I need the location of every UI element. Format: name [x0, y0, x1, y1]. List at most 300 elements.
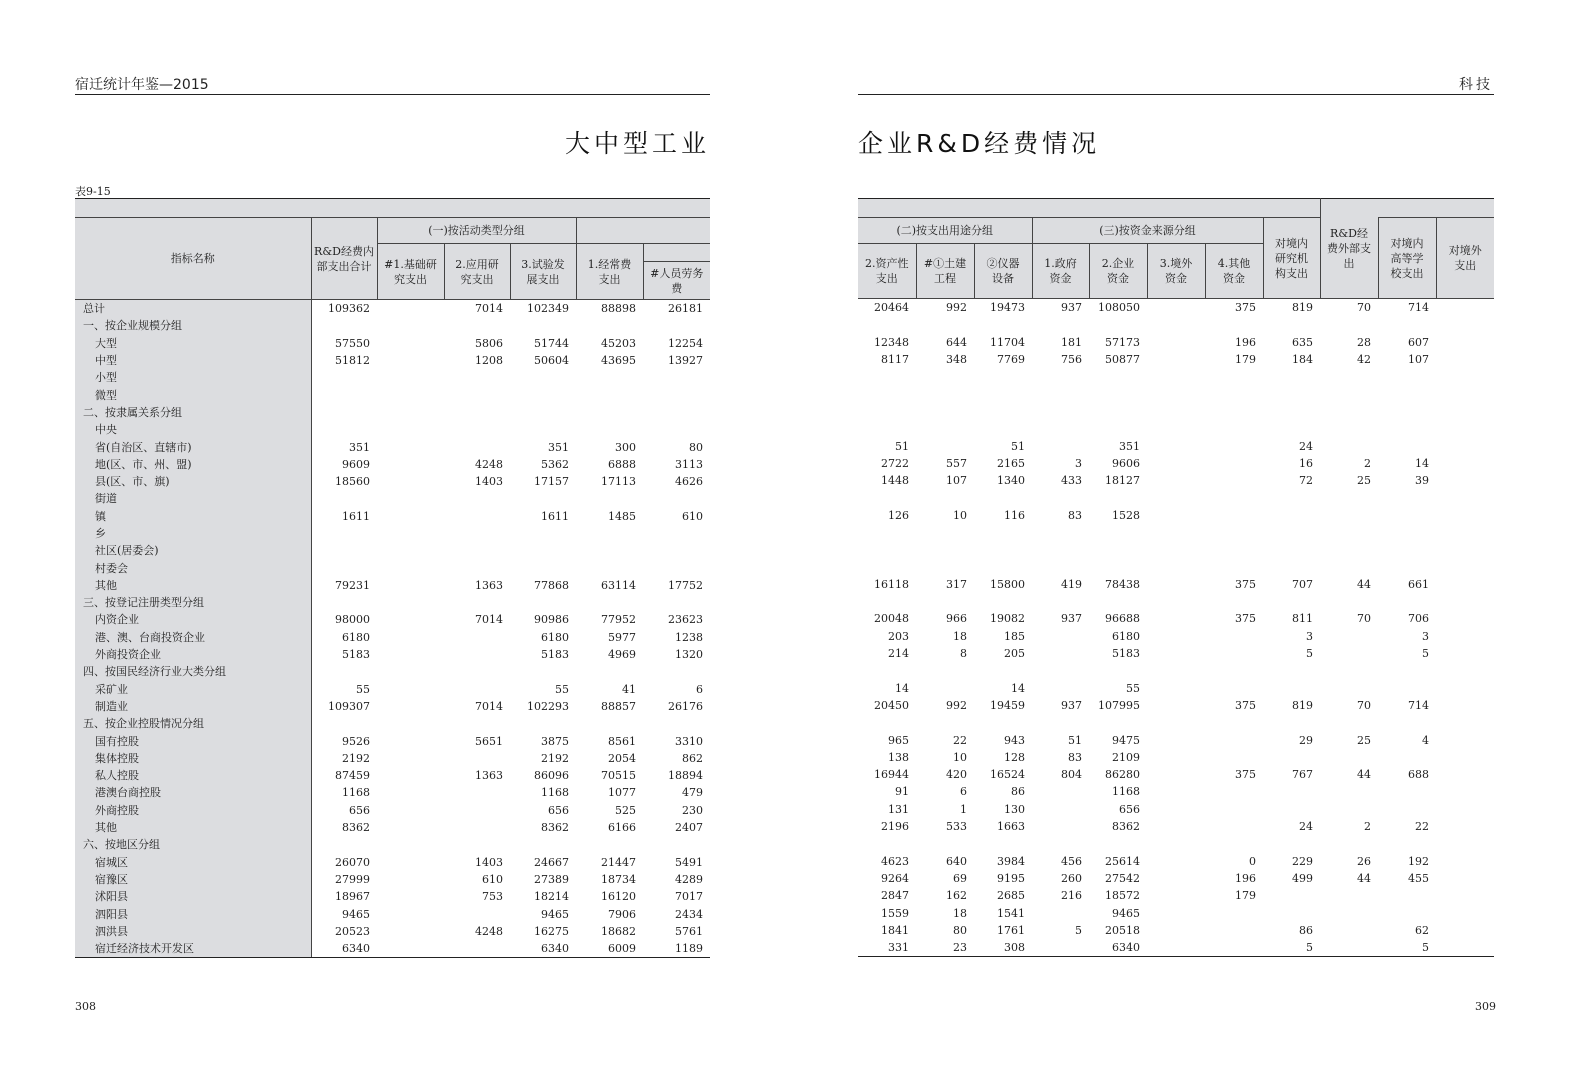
table-row [75, 732, 710, 749]
value-cell [444, 404, 510, 421]
table-row [75, 438, 710, 455]
value-cell [1032, 541, 1089, 558]
row-label: 其他 [75, 819, 311, 836]
col-capital: 2.资产性支出 [858, 244, 916, 299]
table-row [75, 335, 710, 352]
value-cell [377, 438, 444, 455]
value-cell [1436, 680, 1494, 697]
value-cell: 14 [895, 681, 909, 695]
value-cell: 6 [696, 682, 703, 696]
value-cell [377, 525, 444, 542]
value-cell: 16 [1299, 456, 1313, 470]
value-cell [1147, 749, 1205, 766]
value-cell [1436, 455, 1494, 472]
value-cell: 102293 [527, 699, 569, 713]
table-row [858, 870, 1494, 887]
value-cell: 17157 [534, 475, 569, 489]
value-cell: 50877 [1105, 353, 1140, 367]
table-row [75, 594, 710, 611]
table-row [75, 802, 710, 819]
value-cell: 714 [1408, 698, 1429, 712]
row-label: 其他 [75, 577, 311, 594]
value-cell [576, 317, 643, 334]
value-cell: 86 [1299, 923, 1313, 937]
table-number: 表9-15 [75, 185, 111, 198]
value-cell [1263, 558, 1320, 575]
value-cell [377, 663, 444, 680]
value-cell [1436, 870, 1494, 887]
value-cell [1436, 645, 1494, 662]
value-cell [974, 593, 1032, 610]
value-cell: 7014 [444, 300, 510, 318]
table-row [75, 905, 710, 922]
table-row [75, 854, 710, 871]
value-cell [1205, 420, 1263, 437]
table-row [858, 593, 1494, 610]
value-cell: 7769 [997, 353, 1025, 367]
left-page-number: 308 [75, 1000, 96, 1013]
value-cell: 1168 [342, 786, 370, 800]
value-cell: 17752 [668, 578, 703, 592]
value-cell [1436, 385, 1494, 402]
value-cell [1205, 645, 1263, 662]
value-cell [1147, 299, 1205, 317]
group-source: (三)按资金来源分组 [1032, 218, 1263, 244]
value-cell: 2685 [997, 889, 1025, 903]
value-cell [1205, 731, 1263, 748]
table-row [858, 558, 1494, 575]
value-cell [444, 317, 510, 334]
value-cell: 15800 [990, 577, 1025, 591]
value-cell: 479 [682, 786, 703, 800]
value-cell [311, 715, 377, 732]
value-cell [1147, 437, 1205, 454]
table-row [858, 645, 1494, 662]
value-cell: 533 [946, 820, 967, 834]
value-cell [858, 558, 916, 575]
col-construction: #①土建工程 [916, 244, 974, 299]
value-cell: 714 [1378, 299, 1436, 317]
value-cell [1263, 662, 1320, 679]
value-cell [1378, 783, 1436, 800]
value-cell [1089, 403, 1147, 420]
value-cell: 317 [946, 577, 967, 591]
value-cell [1205, 904, 1263, 921]
value-cell: 179 [1235, 353, 1256, 367]
value-cell: 260 [1061, 871, 1082, 885]
value-cell: 80 [953, 923, 967, 937]
value-cell [1263, 524, 1320, 541]
value-cell [576, 836, 643, 853]
value-cell: 19473 [974, 299, 1032, 317]
value-cell: 767 [1292, 768, 1313, 782]
row-label: 外商控股 [75, 802, 311, 819]
value-cell [1436, 489, 1494, 506]
table-row [75, 559, 710, 576]
value-cell: 4289 [675, 872, 703, 886]
value-cell: 17113 [601, 475, 636, 489]
value-cell [1320, 593, 1378, 610]
table-row [75, 577, 710, 594]
value-cell: 965 [888, 733, 909, 747]
value-cell [1378, 714, 1436, 731]
value-cell [1436, 922, 1494, 939]
table-row [858, 714, 1494, 731]
value-cell: 6 [960, 785, 967, 799]
value-cell [444, 386, 510, 403]
value-cell: 2192 [342, 751, 370, 765]
table-row [858, 939, 1494, 957]
value-cell [1320, 541, 1378, 558]
value-cell [916, 680, 974, 697]
value-cell [1147, 783, 1205, 800]
value-cell [1378, 680, 1436, 697]
value-cell: 3984 [997, 854, 1025, 868]
value-cell [1205, 801, 1263, 818]
table-row [858, 628, 1494, 645]
value-cell [1263, 420, 1320, 437]
value-cell: 375 [1235, 768, 1256, 782]
table-row [75, 681, 710, 698]
value-cell [1205, 437, 1263, 454]
value-cell: 107995 [1098, 698, 1140, 712]
value-cell [444, 525, 510, 542]
row-label: 中型 [75, 352, 311, 369]
value-cell [858, 524, 916, 541]
value-cell [444, 594, 510, 611]
value-cell: 196 [1235, 871, 1256, 885]
value-cell: 351 [548, 440, 569, 454]
value-cell [1378, 368, 1436, 385]
value-cell: 51812 [335, 354, 370, 368]
value-cell: 5183 [541, 648, 569, 662]
value-cell [377, 819, 444, 836]
value-cell: 1448 [881, 474, 909, 488]
value-cell: 1340 [997, 474, 1025, 488]
value-cell: 181 [1061, 335, 1082, 349]
value-cell [1147, 593, 1205, 610]
value-cell [444, 784, 510, 801]
value-cell [916, 714, 974, 731]
value-cell [377, 871, 444, 888]
value-cell [1436, 939, 1494, 957]
value-cell: 8362 [1112, 820, 1140, 834]
table-row [75, 490, 710, 507]
value-cell: 5183 [342, 648, 370, 662]
value-cell: 50604 [534, 354, 569, 368]
value-cell [1320, 801, 1378, 818]
value-cell [1263, 680, 1320, 697]
value-cell: 70515 [601, 769, 636, 783]
value-cell [1378, 749, 1436, 766]
value-cell: 23623 [668, 613, 703, 627]
value-cell: 375 [1235, 577, 1256, 591]
value-cell: 86280 [1105, 768, 1140, 782]
table-row [858, 403, 1494, 420]
value-cell: 44 [1357, 871, 1371, 885]
value-cell: 3 [1306, 629, 1313, 643]
value-cell: 98000 [335, 613, 370, 627]
value-cell [377, 767, 444, 784]
value-cell [444, 663, 510, 680]
value-cell [1436, 437, 1494, 454]
value-cell [1089, 420, 1147, 437]
value-cell: 9195 [997, 871, 1025, 885]
value-cell [576, 386, 643, 403]
value-cell [916, 316, 974, 333]
col-indicator: 指标名称 [75, 218, 311, 300]
value-cell [1032, 368, 1089, 385]
value-cell: 14 [1415, 456, 1429, 470]
value-cell [1436, 887, 1494, 904]
value-cell: 1528 [1112, 508, 1140, 522]
value-cell [1147, 818, 1205, 835]
value-cell: 18967 [335, 890, 370, 904]
value-cell [377, 335, 444, 352]
row-label: 宿迁经济技术开发区 [75, 940, 311, 958]
value-cell: 7014 [475, 699, 503, 713]
value-cell: 10 [953, 508, 967, 522]
value-cell: 2054 [608, 751, 636, 765]
value-cell [444, 646, 510, 663]
value-cell [858, 385, 916, 402]
value-cell [643, 559, 710, 576]
value-cell: 128 [1004, 750, 1025, 764]
value-cell [1089, 316, 1147, 333]
table-row [75, 421, 710, 438]
value-cell [858, 541, 916, 558]
value-cell [1378, 437, 1436, 454]
value-cell [1263, 835, 1320, 852]
value-cell [1320, 437, 1378, 454]
value-cell [1436, 351, 1494, 368]
table-row [858, 316, 1494, 333]
value-cell [1436, 593, 1494, 610]
value-cell: 16524 [990, 768, 1025, 782]
value-cell: 83 [1068, 750, 1082, 764]
value-cell: 18214 [534, 890, 569, 904]
value-cell [377, 611, 444, 628]
value-cell [1205, 385, 1263, 402]
value-cell: 1 [960, 802, 967, 816]
value-cell: 499 [1292, 871, 1313, 885]
col-external-total: R&D经费外部支出 [1320, 199, 1378, 299]
row-label: 总计 [75, 300, 311, 318]
table-row [858, 420, 1494, 437]
table-row [858, 749, 1494, 766]
value-cell: 937 [1061, 698, 1082, 712]
value-cell: 55 [356, 682, 370, 696]
value-cell [377, 715, 444, 732]
value-cell [1320, 420, 1378, 437]
value-cell [1147, 472, 1205, 489]
row-label: 外商投资企业 [75, 646, 311, 663]
value-cell [974, 368, 1032, 385]
value-cell [1436, 766, 1494, 783]
table-row [858, 541, 1494, 558]
value-cell: 229 [1292, 854, 1313, 868]
value-cell: 656 [548, 803, 569, 817]
value-cell [1205, 783, 1263, 800]
value-cell [576, 490, 643, 507]
value-cell: 6180 [1112, 629, 1140, 643]
value-cell: 706 [1408, 612, 1429, 626]
value-cell: 9606 [1112, 456, 1140, 470]
value-cell [444, 542, 510, 559]
value-cell: 51 [895, 439, 909, 453]
value-cell: 57173 [1105, 335, 1140, 349]
value-cell [916, 541, 974, 558]
value-cell: 661 [1408, 577, 1429, 591]
value-cell [643, 386, 710, 403]
value-cell [1032, 939, 1089, 957]
value-cell: 753 [482, 890, 503, 904]
value-cell: 27389 [534, 872, 569, 886]
value-cell [1032, 835, 1089, 852]
value-cell: 2109 [1112, 750, 1140, 764]
row-label: 五、按企业控股情况分组 [75, 715, 311, 732]
value-cell: 45203 [601, 336, 636, 350]
value-cell [1320, 368, 1378, 385]
value-cell: 25 [1357, 474, 1371, 488]
table-row [75, 473, 710, 490]
value-cell [377, 681, 444, 698]
value-cell [643, 490, 710, 507]
right-header-band-end [1378, 199, 1494, 218]
value-cell: 18 [953, 629, 967, 643]
value-cell [1205, 714, 1263, 731]
value-cell: 804 [1061, 768, 1082, 782]
value-cell: 656 [349, 803, 370, 817]
value-cell [1089, 541, 1147, 558]
value-cell [1436, 558, 1494, 575]
value-cell: 39 [1415, 474, 1429, 488]
table-row [75, 352, 710, 369]
value-cell [1147, 645, 1205, 662]
value-cell [1378, 558, 1436, 575]
value-cell: 18734 [601, 872, 636, 886]
value-cell [1147, 766, 1205, 783]
value-cell: 4 [1422, 733, 1429, 747]
value-cell: 87459 [335, 769, 370, 783]
right-header-rule [858, 94, 1494, 95]
value-cell: 90986 [534, 613, 569, 627]
value-cell [576, 525, 643, 542]
value-cell [1320, 904, 1378, 921]
table-row [858, 385, 1494, 402]
table-row [75, 871, 710, 888]
value-cell [643, 369, 710, 386]
value-cell [1378, 507, 1436, 524]
value-cell: 22 [953, 733, 967, 747]
value-cell [1205, 541, 1263, 558]
value-cell: 2407 [675, 821, 703, 835]
value-cell [377, 542, 444, 559]
value-cell [858, 420, 916, 437]
value-cell [643, 542, 710, 559]
value-cell: 1403 [475, 475, 503, 489]
value-cell [1436, 714, 1494, 731]
value-cell: 27542 [1105, 871, 1140, 885]
value-cell: 9465 [1112, 906, 1140, 920]
value-cell [1378, 593, 1436, 610]
row-label: 县(区、市、旗) [75, 473, 311, 490]
value-cell [1378, 385, 1436, 402]
value-cell [444, 559, 510, 576]
value-cell [510, 404, 576, 421]
value-cell: 21447 [601, 855, 636, 869]
value-cell [1032, 904, 1089, 921]
row-label: 街道 [75, 490, 311, 507]
value-cell [510, 542, 576, 559]
table-row [75, 525, 710, 542]
value-cell: 966 [946, 612, 967, 626]
value-cell: 8 [960, 647, 967, 661]
col-labor: #人员劳务费 [643, 262, 710, 300]
table-row [858, 610, 1494, 627]
value-cell [377, 888, 444, 905]
value-cell: 96688 [1105, 612, 1140, 626]
value-cell [377, 559, 444, 576]
value-cell: 19459 [990, 698, 1025, 712]
value-cell: 51744 [534, 336, 569, 350]
value-cell [444, 438, 510, 455]
value-cell [1436, 403, 1494, 420]
value-cell: 1363 [475, 578, 503, 592]
table-row [75, 715, 710, 732]
value-cell [576, 542, 643, 559]
value-cell [916, 403, 974, 420]
value-cell: 28 [1357, 335, 1371, 349]
value-cell: 300 [615, 440, 636, 454]
value-cell [1205, 835, 1263, 852]
left-data-table [75, 198, 710, 958]
value-cell: 11704 [990, 335, 1025, 349]
value-cell [377, 386, 444, 403]
value-cell [444, 508, 510, 525]
value-cell [377, 836, 444, 853]
table-row [75, 836, 710, 853]
value-cell: 196 [1235, 335, 1256, 349]
value-cell [377, 905, 444, 922]
row-label: 港、澳、台商投资企业 [75, 629, 311, 646]
value-cell [974, 662, 1032, 679]
value-cell: 77952 [601, 613, 636, 627]
value-cell: 6180 [541, 630, 569, 644]
value-cell: 375 [1205, 299, 1263, 317]
value-cell: 131 [888, 802, 909, 816]
value-cell [1436, 472, 1494, 489]
row-label: 港澳台商控股 [75, 784, 311, 801]
value-cell [1032, 680, 1089, 697]
value-cell: 2847 [881, 889, 909, 903]
value-cell [1147, 904, 1205, 921]
value-cell [1436, 697, 1494, 714]
value-cell [444, 715, 510, 732]
value-cell [1032, 316, 1089, 333]
value-cell [1147, 351, 1205, 368]
value-cell [311, 490, 377, 507]
value-cell [1205, 628, 1263, 645]
value-cell: 51 [1068, 733, 1082, 747]
value-cell: 7906 [608, 907, 636, 921]
value-cell [1147, 870, 1205, 887]
value-cell: 72 [1299, 474, 1313, 488]
value-cell: 20464 [858, 299, 916, 317]
value-cell: 70 [1320, 299, 1378, 317]
value-cell [1147, 576, 1205, 593]
value-cell: 109307 [328, 699, 370, 713]
